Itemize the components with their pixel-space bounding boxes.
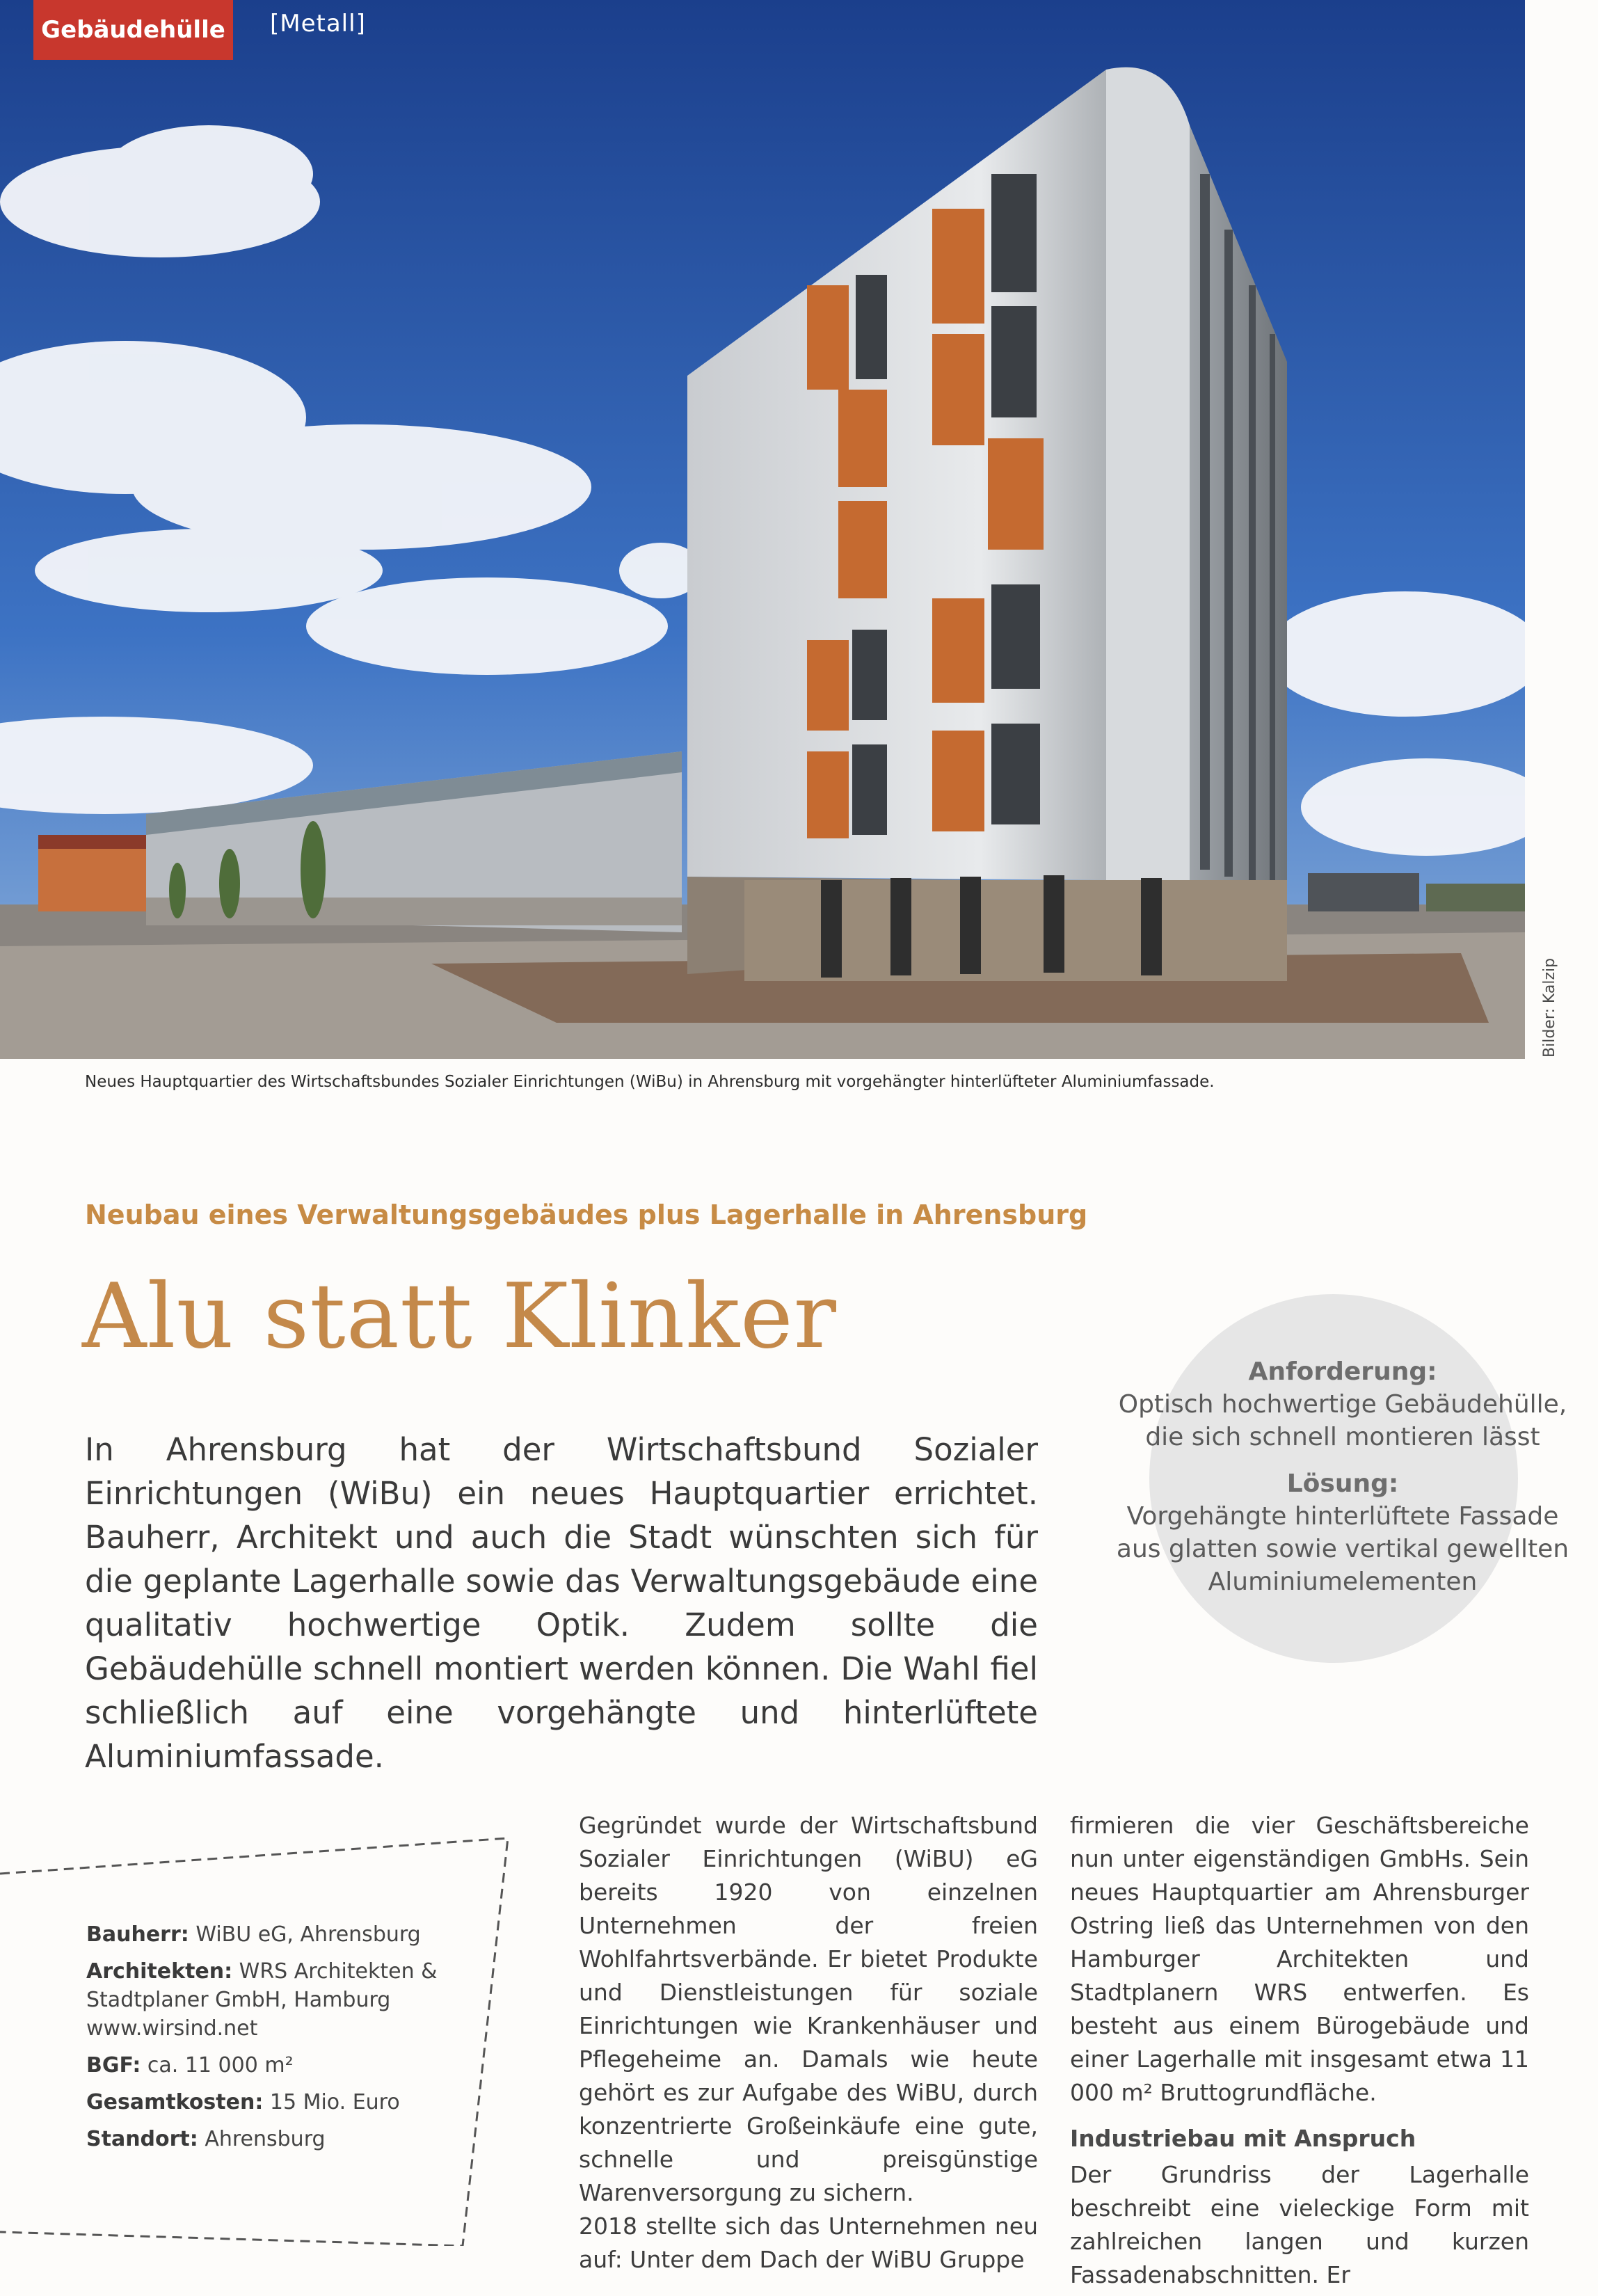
body-paragraph: 2018 stellte sich das Unternehmen neu auf: Unter dem Dach der WiBU Gruppe xyxy=(579,2213,1038,2273)
fact-location: Standort: Ahrensburg xyxy=(86,2127,326,2151)
category-tag: [Metall] xyxy=(270,10,366,38)
article-kicker: Neubau eines Verwaltungsgebäudes plus Lagerhalle in Ahrensburg xyxy=(85,1199,1088,1230)
solution-text: Vorgehängte hinterlüftete Fassade aus glatten sowie vertikal gewellten Aluminiumelementen xyxy=(1116,1502,1569,1596)
body-paragraph: Gegründet wurde der Wirtschaftsbund Sozialer Einrichtungen (WiBU) eG bereits 1920 von einzelnen Unternehmen der freien Wohlfahrtsverbände. Er bietet Produkte und Dienstleistungen für soziale Einrichtungen wie Krankenhäuser und Pflegeheime an. Damals wie heute gehört es zur Aufgabe des WiBU, durch konzentrierte Großeinkäufe eine gute, schnelle und preisgünstige Warenversorgung zu sichern. xyxy=(579,1812,1038,2206)
body-subheading: Industriebau mit Anspruch xyxy=(1070,2125,1416,2152)
fact-box xyxy=(86,1920,448,2162)
requirement-text: Optisch hochwertige Gebäudehülle, die sich schnell montieren lässt xyxy=(1118,1390,1567,1451)
fact-architects: Architekten: WRS Architekten & Stadtplaner GmbH, Hamburg xyxy=(86,1959,438,2012)
solution-label: Lösung: xyxy=(1286,1469,1399,1498)
fact-area: BGF: ca. 11 000 m² xyxy=(86,2053,294,2078)
body-column-2 xyxy=(1070,1809,1529,2292)
fact-website: www.wirsind.net xyxy=(86,2016,258,2041)
building-photo xyxy=(0,0,1525,1059)
article-lead: In Ahrensburg hat der Wirtschaftsbund Sozialer Einrichtungen (WiBu) ein neues Hauptquartier errichtet. Bauherr, Architekt und auch die Stadt wünschten sich für die geplante Lagerhalle sowie das Verwaltungsgebäude eine qualitativ hochwertige Optik. Zudem sollte die Gebäudehülle schnell montiert werden können. Die Wahl fiel schließlich auf eine vorgehängte und hinterlüftete Aluminiumfassade. xyxy=(85,1431,1038,1775)
body-paragraph: firmieren die vier Geschäftsbereiche nun unter eigenständigen GmbHs. Sein neues Hauptquartier am Ahrensburger Ostring ließ das Unternehmen von den Hamburger Architekten und Stadtplanern WRS entwerfen. Es besteht aus einem Bürogebäude und einer Lagerhalle mit insgesamt etwa 11 000 m² Bruttogrundfläche. xyxy=(1070,1812,1529,2106)
requirement-box xyxy=(1106,1355,1579,1598)
article-headline: Alu statt Klinker xyxy=(82,1265,837,1369)
body-paragraph: Der Grundriss der Lagerhalle beschreibt eine vieleckige Form mit zahlreichen langen und kurzen Fassadenabschnitten. Er xyxy=(1070,2161,1529,2288)
photo-caption: Neues Hauptquartier des Wirtschaftsbundes Sozialer Einrichtungen (WiBu) in Ahrensburg mit vorgehängter hinterlüfteter Aluminiumfassade. xyxy=(85,1073,1215,1091)
fact-owner: Bauherr: WiBU eG, Ahrensburg xyxy=(86,1922,421,1947)
photo-credit xyxy=(1526,957,1574,1065)
requirement-label: Anforderung: xyxy=(1248,1357,1437,1386)
fact-cost: Gesamtkosten: 15 Mio. Euro xyxy=(86,2090,400,2114)
body-column-1 xyxy=(579,1809,1038,2277)
section-tag: Gebäudehülle xyxy=(33,0,233,60)
photo-credit-text: Bilder: Kalzip xyxy=(1541,957,1558,1058)
